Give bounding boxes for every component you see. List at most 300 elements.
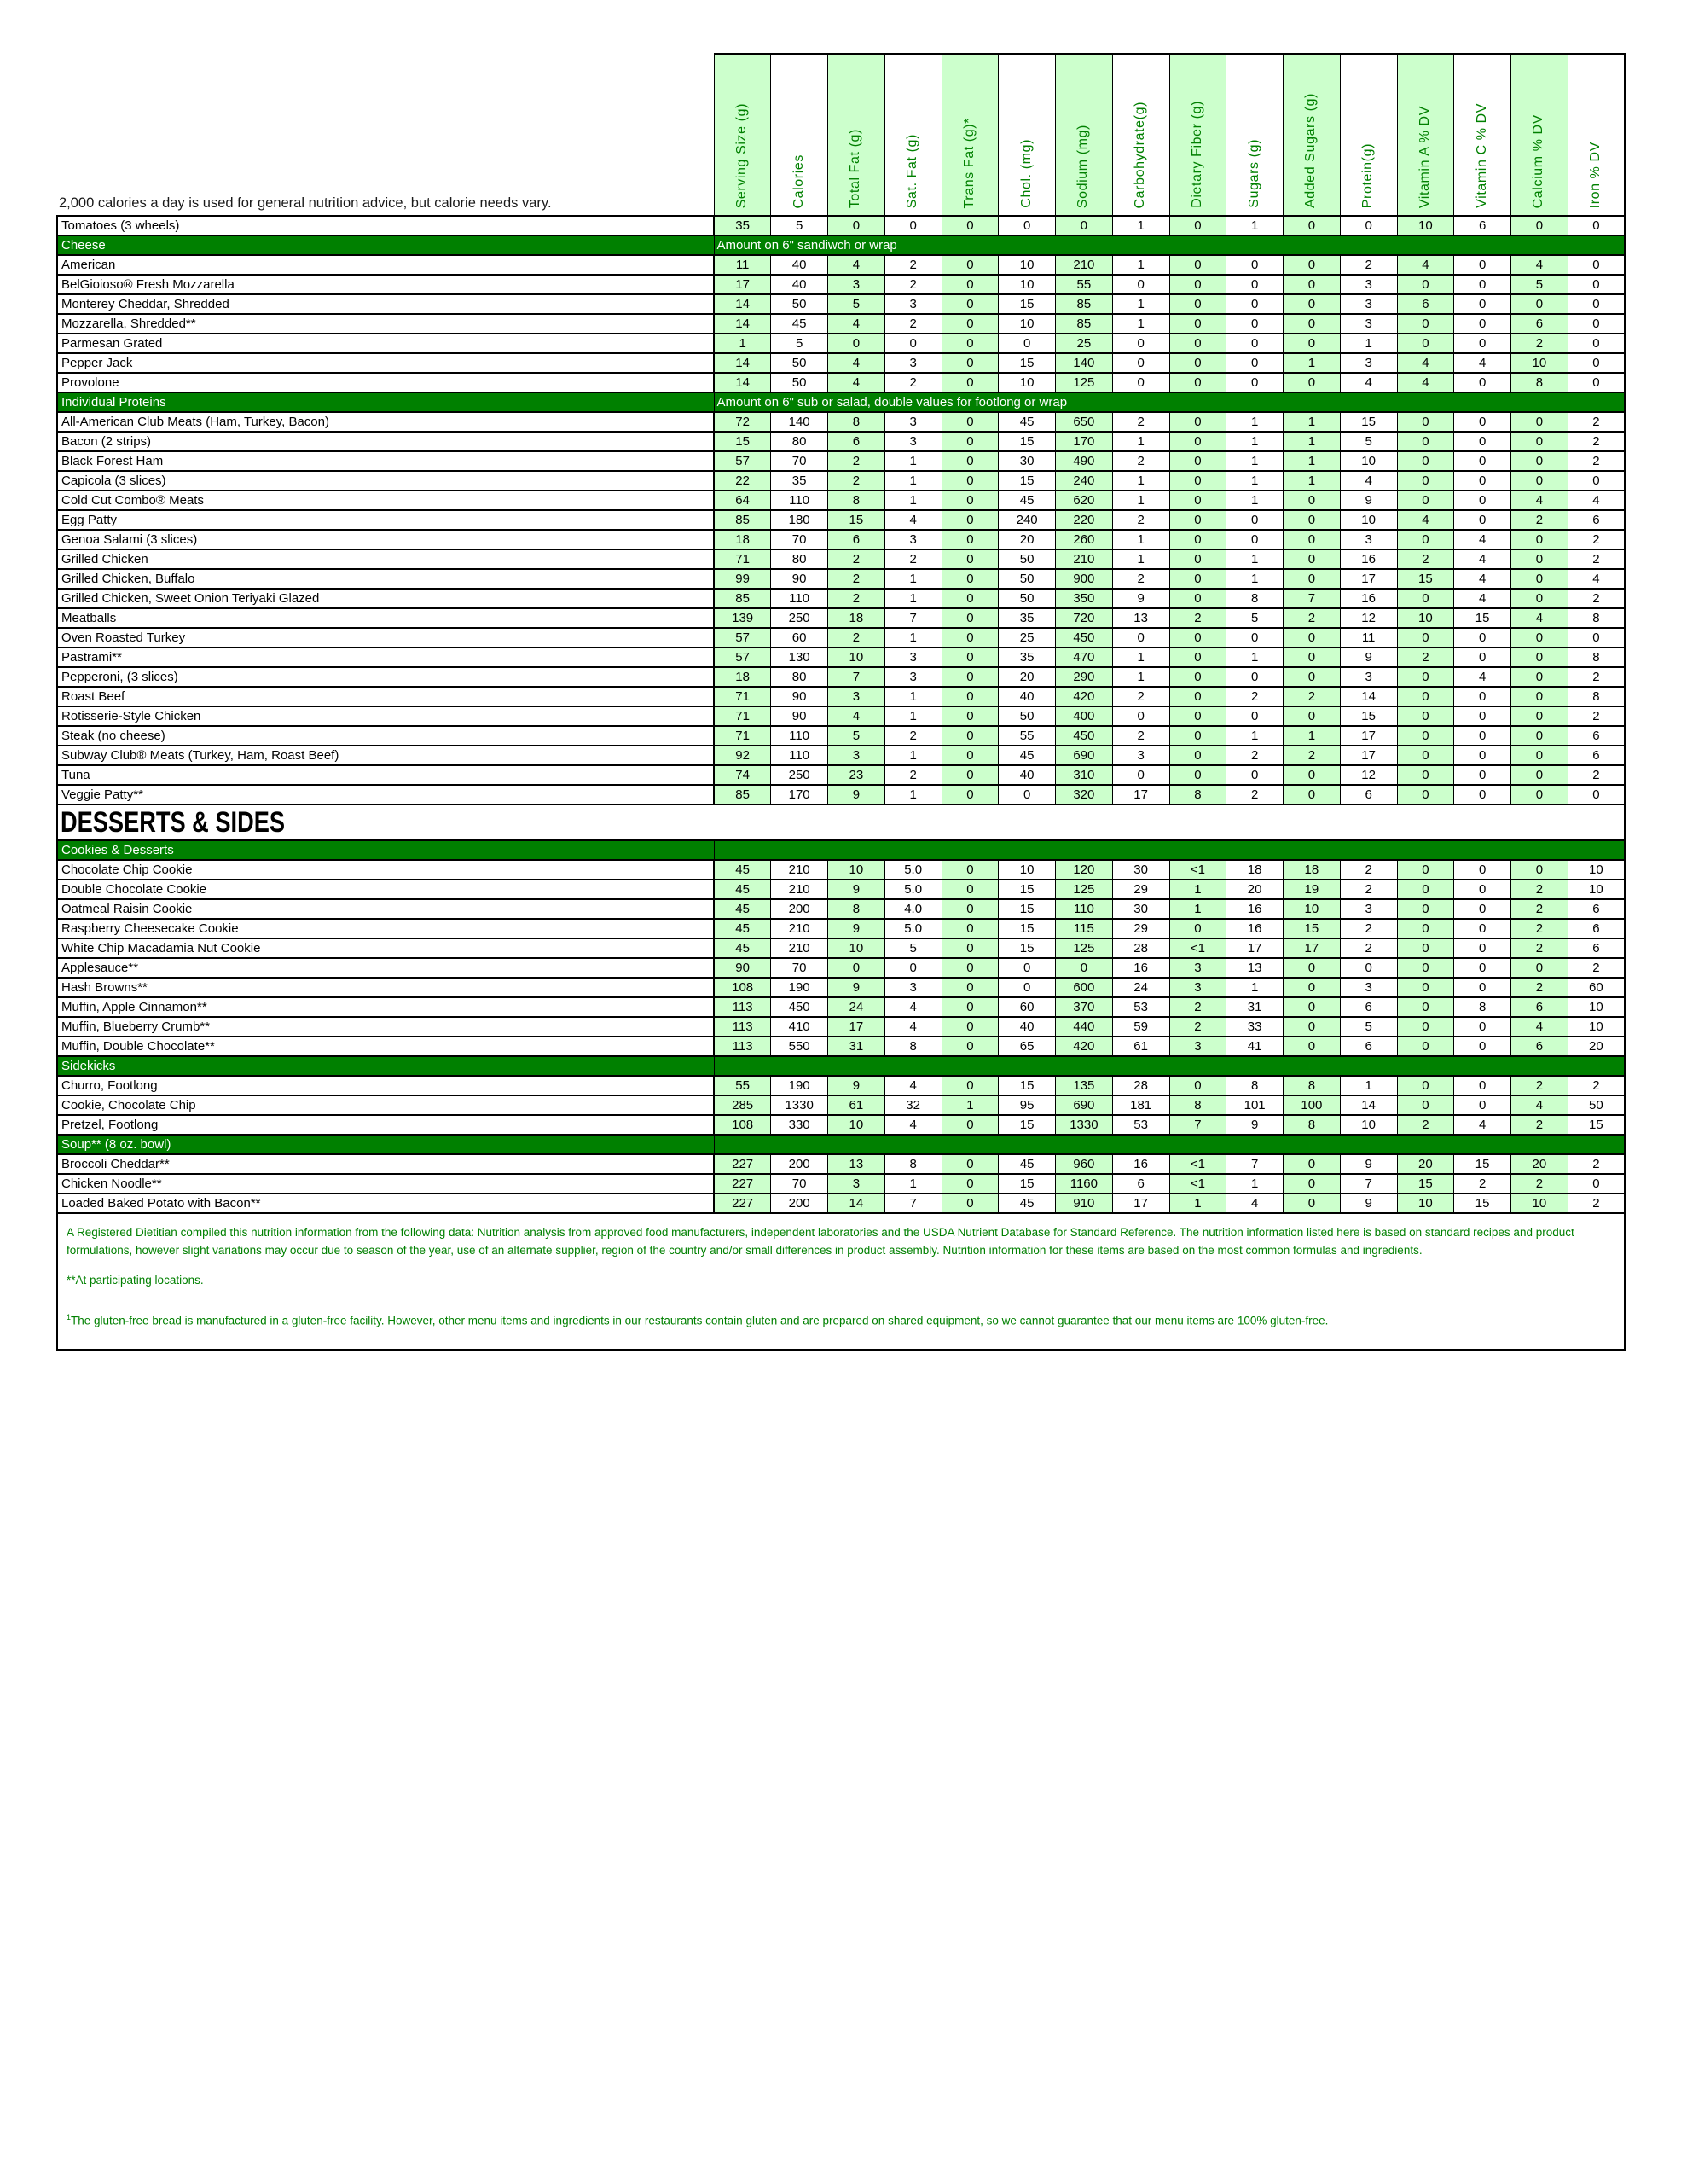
value-cell-serving-size-g: 90 xyxy=(714,958,771,978)
value-cell-carbohydrate-g: 30 xyxy=(1112,899,1169,919)
value-cell-vitamin-a-dv: 0 xyxy=(1397,1037,1454,1056)
value-cell-trans-fat-g: 0 xyxy=(942,785,999,804)
value-cell-calcium-dv: 2 xyxy=(1511,899,1568,919)
column-header-calories xyxy=(771,54,828,216)
value-cell-dietary-fiber-g: 0 xyxy=(1169,510,1226,530)
value-cell-sodium-mg: 600 xyxy=(1056,978,1113,997)
value-cell-vitamin-a-dv: 4 xyxy=(1397,353,1454,373)
value-cell-sugars-g: 0 xyxy=(1226,294,1284,314)
value-cell-iron-dv: 10 xyxy=(1568,860,1625,880)
table-row-chicken-noodle xyxy=(57,1174,1625,1194)
value-cell-protein-g: 3 xyxy=(1340,353,1397,373)
value-cell-vitamin-c-dv: 0 xyxy=(1454,1076,1511,1095)
value-cell-chol-mg: 0 xyxy=(999,334,1056,353)
value-cell-carbohydrate-g: 30 xyxy=(1112,860,1169,880)
value-cell-vitamin-a-dv: 0 xyxy=(1397,628,1454,648)
value-cell-serving-size-g: 108 xyxy=(714,978,771,997)
value-cell-sodium-mg: 400 xyxy=(1056,706,1113,726)
value-cell-sat-fat-g: 0 xyxy=(884,334,942,353)
value-cell-sugars-g: 18 xyxy=(1226,860,1284,880)
table-row-american xyxy=(57,255,1625,275)
value-cell-calcium-dv: 0 xyxy=(1511,746,1568,765)
value-cell-sugars-g: 0 xyxy=(1226,510,1284,530)
value-cell-dietary-fiber-g: 0 xyxy=(1169,491,1226,510)
table-row-pastrami xyxy=(57,648,1625,667)
value-cell-trans-fat-g: 1 xyxy=(942,1095,999,1115)
value-cell-chol-mg: 15 xyxy=(999,1115,1056,1135)
row-label: Mozzarella, Shredded** xyxy=(57,314,714,334)
value-cell-vitamin-a-dv: 0 xyxy=(1397,275,1454,294)
value-cell-carbohydrate-g: 16 xyxy=(1112,958,1169,978)
value-cell-carbohydrate-g: 13 xyxy=(1112,608,1169,628)
value-cell-sugars-g: 2 xyxy=(1226,785,1284,804)
row-label: Cookie, Chocolate Chip xyxy=(57,1095,714,1115)
value-cell-iron-dv: 2 xyxy=(1568,765,1625,785)
value-cell-trans-fat-g: 0 xyxy=(942,706,999,726)
value-cell-calories: 40 xyxy=(771,255,828,275)
value-cell-iron-dv: 2 xyxy=(1568,412,1625,432)
value-cell-serving-size-g: 57 xyxy=(714,451,771,471)
column-header-added-sugars-g xyxy=(1284,54,1341,216)
value-cell-carbohydrate-g: 1 xyxy=(1112,471,1169,491)
value-cell-dietary-fiber-g: <1 xyxy=(1169,938,1226,958)
value-cell-sat-fat-g: 3 xyxy=(884,432,942,451)
value-cell-calcium-dv: 0 xyxy=(1511,785,1568,804)
value-cell-calories: 110 xyxy=(771,746,828,765)
value-cell-calcium-dv: 4 xyxy=(1511,491,1568,510)
value-cell-calories: 90 xyxy=(771,687,828,706)
value-cell-serving-size-g: 15 xyxy=(714,432,771,451)
value-cell-vitamin-a-dv: 4 xyxy=(1397,255,1454,275)
calorie-advice-note: 2,000 calories a day is used for general nutrition advice, but calorie needs vary. xyxy=(57,54,714,216)
value-cell-sat-fat-g: 1 xyxy=(884,589,942,608)
value-cell-sodium-mg: 220 xyxy=(1056,510,1113,530)
value-cell-serving-size-g: 227 xyxy=(714,1194,771,1213)
value-cell-sugars-g: 0 xyxy=(1226,667,1284,687)
value-cell-sat-fat-g: 2 xyxy=(884,314,942,334)
value-cell-carbohydrate-g: 0 xyxy=(1112,765,1169,785)
value-cell-added-sugars-g: 0 xyxy=(1284,216,1341,235)
value-cell-protein-g: 3 xyxy=(1340,294,1397,314)
value-cell-calories: 410 xyxy=(771,1017,828,1037)
value-cell-added-sugars-g: 1 xyxy=(1284,451,1341,471)
column-header-label: Calories xyxy=(791,154,806,208)
value-cell-sat-fat-g: 1 xyxy=(884,491,942,510)
nutrition-table xyxy=(56,53,1626,1351)
value-cell-serving-size-g: 99 xyxy=(714,569,771,589)
value-cell-sugars-g: 1 xyxy=(1226,726,1284,746)
value-cell-sugars-g: 1 xyxy=(1226,1174,1284,1194)
value-cell-serving-size-g: 285 xyxy=(714,1095,771,1115)
value-cell-total-fat-g: 8 xyxy=(828,412,885,432)
value-cell-trans-fat-g: 0 xyxy=(942,687,999,706)
table-row-muffin-double-chocolate xyxy=(57,1037,1625,1056)
section-title: Sidekicks xyxy=(57,1056,714,1076)
value-cell-sodium-mg: 240 xyxy=(1056,471,1113,491)
table-row-roast-beef xyxy=(57,687,1625,706)
value-cell-trans-fat-g: 0 xyxy=(942,294,999,314)
value-cell-total-fat-g: 5 xyxy=(828,726,885,746)
value-cell-vitamin-a-dv: 0 xyxy=(1397,1017,1454,1037)
value-cell-carbohydrate-g: 1 xyxy=(1112,432,1169,451)
value-cell-protein-g: 6 xyxy=(1340,785,1397,804)
value-cell-iron-dv: 0 xyxy=(1568,334,1625,353)
value-cell-sodium-mg: 85 xyxy=(1056,294,1113,314)
value-cell-trans-fat-g: 0 xyxy=(942,938,999,958)
value-cell-calories: 60 xyxy=(771,628,828,648)
value-cell-vitamin-c-dv: 4 xyxy=(1454,353,1511,373)
row-label: Roast Beef xyxy=(57,687,714,706)
value-cell-protein-g: 17 xyxy=(1340,569,1397,589)
value-cell-serving-size-g: 1 xyxy=(714,334,771,353)
value-cell-carbohydrate-g: 0 xyxy=(1112,275,1169,294)
value-cell-dietary-fiber-g: 0 xyxy=(1169,451,1226,471)
value-cell-total-fat-g: 18 xyxy=(828,608,885,628)
value-cell-trans-fat-g: 0 xyxy=(942,334,999,353)
value-cell-iron-dv: 2 xyxy=(1568,667,1625,687)
value-cell-total-fat-g: 2 xyxy=(828,471,885,491)
value-cell-vitamin-c-dv: 0 xyxy=(1454,880,1511,899)
value-cell-calories: 180 xyxy=(771,510,828,530)
value-cell-sugars-g: 0 xyxy=(1226,373,1284,392)
value-cell-trans-fat-g: 0 xyxy=(942,1174,999,1194)
value-cell-protein-g: 9 xyxy=(1340,648,1397,667)
value-cell-calcium-dv: 0 xyxy=(1511,216,1568,235)
table-row-parmesan-grated xyxy=(57,334,1625,353)
value-cell-carbohydrate-g: 28 xyxy=(1112,1076,1169,1095)
value-cell-carbohydrate-g: 2 xyxy=(1112,451,1169,471)
value-cell-chol-mg: 60 xyxy=(999,997,1056,1017)
value-cell-vitamin-a-dv: 0 xyxy=(1397,412,1454,432)
table-row-pretzel-footlong xyxy=(57,1115,1625,1135)
value-cell-total-fat-g: 13 xyxy=(828,1154,885,1174)
value-cell-calories: 130 xyxy=(771,648,828,667)
row-label: Veggie Patty** xyxy=(57,785,714,804)
row-label: Meatballs xyxy=(57,608,714,628)
section-row-individual-proteins xyxy=(57,392,1625,412)
value-cell-calories: 80 xyxy=(771,549,828,569)
value-cell-added-sugars-g: 8 xyxy=(1284,1076,1341,1095)
value-cell-iron-dv: 6 xyxy=(1568,746,1625,765)
value-cell-carbohydrate-g: 17 xyxy=(1112,785,1169,804)
value-cell-trans-fat-g: 0 xyxy=(942,1194,999,1213)
value-cell-calcium-dv: 0 xyxy=(1511,432,1568,451)
value-cell-carbohydrate-g: 1 xyxy=(1112,491,1169,510)
value-cell-protein-g: 3 xyxy=(1340,899,1397,919)
value-cell-vitamin-c-dv: 6 xyxy=(1454,216,1511,235)
value-cell-sugars-g: 2 xyxy=(1226,746,1284,765)
value-cell-sodium-mg: 470 xyxy=(1056,648,1113,667)
table-row-bacon-2-strips xyxy=(57,432,1625,451)
value-cell-vitamin-a-dv: 0 xyxy=(1397,860,1454,880)
value-cell-calcium-dv: 0 xyxy=(1511,628,1568,648)
value-cell-iron-dv: 0 xyxy=(1568,255,1625,275)
value-cell-sodium-mg: 910 xyxy=(1056,1194,1113,1213)
row-label: Muffin, Apple Cinnamon** xyxy=(57,997,714,1017)
value-cell-protein-g: 9 xyxy=(1340,1154,1397,1174)
value-cell-vitamin-c-dv: 0 xyxy=(1454,919,1511,938)
table-header xyxy=(57,54,1625,216)
value-cell-iron-dv: 8 xyxy=(1568,648,1625,667)
value-cell-vitamin-c-dv: 4 xyxy=(1454,549,1511,569)
value-cell-vitamin-c-dv: 4 xyxy=(1454,569,1511,589)
value-cell-sat-fat-g: 1 xyxy=(884,785,942,804)
value-cell-calories: 140 xyxy=(771,412,828,432)
value-cell-serving-size-g: 72 xyxy=(714,412,771,432)
value-cell-dietary-fiber-g: 1 xyxy=(1169,899,1226,919)
value-cell-protein-g: 17 xyxy=(1340,746,1397,765)
value-cell-vitamin-a-dv: 0 xyxy=(1397,334,1454,353)
value-cell-chol-mg: 0 xyxy=(999,958,1056,978)
value-cell-vitamin-a-dv: 0 xyxy=(1397,1076,1454,1095)
value-cell-carbohydrate-g: 0 xyxy=(1112,628,1169,648)
column-header-label: Sodium (mg) xyxy=(1075,124,1091,208)
value-cell-added-sugars-g: 1 xyxy=(1284,412,1341,432)
value-cell-calcium-dv: 6 xyxy=(1511,314,1568,334)
value-cell-vitamin-c-dv: 0 xyxy=(1454,706,1511,726)
section-title: Cookies & Desserts xyxy=(57,840,714,860)
value-cell-calories: 5 xyxy=(771,216,828,235)
value-cell-dietary-fiber-g: 0 xyxy=(1169,919,1226,938)
value-cell-serving-size-g: 14 xyxy=(714,314,771,334)
value-cell-vitamin-a-dv: 0 xyxy=(1397,589,1454,608)
value-cell-serving-size-g: 71 xyxy=(714,687,771,706)
value-cell-vitamin-c-dv: 0 xyxy=(1454,255,1511,275)
value-cell-iron-dv: 6 xyxy=(1568,726,1625,746)
value-cell-sodium-mg: 135 xyxy=(1056,1076,1113,1095)
value-cell-sodium-mg: 110 xyxy=(1056,899,1113,919)
value-cell-sat-fat-g: 4 xyxy=(884,510,942,530)
value-cell-added-sugars-g: 17 xyxy=(1284,938,1341,958)
value-cell-total-fat-g: 4 xyxy=(828,706,885,726)
value-cell-serving-size-g: 45 xyxy=(714,938,771,958)
value-cell-vitamin-a-dv: 0 xyxy=(1397,706,1454,726)
value-cell-vitamin-c-dv: 15 xyxy=(1454,608,1511,628)
value-cell-sugars-g: 16 xyxy=(1226,899,1284,919)
value-cell-vitamin-c-dv: 0 xyxy=(1454,412,1511,432)
value-cell-trans-fat-g: 0 xyxy=(942,860,999,880)
value-cell-serving-size-g: 64 xyxy=(714,491,771,510)
table-row-applesauce xyxy=(57,958,1625,978)
value-cell-calcium-dv: 6 xyxy=(1511,997,1568,1017)
footnote-gluten-text: The gluten-free bread is manufactured in a gluten-free facility. However, other menu items and ingredients in our restaurants contain gluten and are prepared on shared equipment, so we cannot guarantee that our menu items are 100% gluten-free. xyxy=(71,1314,1329,1327)
value-cell-sodium-mg: 55 xyxy=(1056,275,1113,294)
value-cell-iron-dv: 6 xyxy=(1568,938,1625,958)
value-cell-serving-size-g: 18 xyxy=(714,530,771,549)
value-cell-total-fat-g: 9 xyxy=(828,919,885,938)
section-amount-note xyxy=(714,1056,1625,1076)
row-label: Grilled Chicken, Buffalo xyxy=(57,569,714,589)
value-cell-calories: 250 xyxy=(771,608,828,628)
value-cell-sugars-g: 5 xyxy=(1226,608,1284,628)
value-cell-protein-g: 14 xyxy=(1340,1095,1397,1115)
value-cell-trans-fat-g: 0 xyxy=(942,275,999,294)
column-header-label: Sugars (g) xyxy=(1246,139,1261,208)
value-cell-serving-size-g: 17 xyxy=(714,275,771,294)
value-cell-sodium-mg: 25 xyxy=(1056,334,1113,353)
value-cell-chol-mg: 95 xyxy=(999,1095,1056,1115)
value-cell-calcium-dv: 0 xyxy=(1511,648,1568,667)
value-cell-dietary-fiber-g: 0 xyxy=(1169,255,1226,275)
row-label: Black Forest Ham xyxy=(57,451,714,471)
value-cell-total-fat-g: 10 xyxy=(828,938,885,958)
value-cell-calories: 80 xyxy=(771,667,828,687)
value-cell-protein-g: 2 xyxy=(1340,938,1397,958)
value-cell-calories: 50 xyxy=(771,353,828,373)
row-label: Oven Roasted Turkey xyxy=(57,628,714,648)
value-cell-carbohydrate-g: 2 xyxy=(1112,412,1169,432)
value-cell-sugars-g: 4 xyxy=(1226,1194,1284,1213)
value-cell-sat-fat-g: 3 xyxy=(884,412,942,432)
value-cell-calcium-dv: 0 xyxy=(1511,687,1568,706)
value-cell-sat-fat-g: 1 xyxy=(884,687,942,706)
footnote-gluten-free xyxy=(67,1312,1615,1330)
value-cell-vitamin-c-dv: 0 xyxy=(1454,860,1511,880)
value-cell-calcium-dv: 20 xyxy=(1511,1154,1568,1174)
value-cell-chol-mg: 55 xyxy=(999,726,1056,746)
value-cell-sat-fat-g: 1 xyxy=(884,569,942,589)
value-cell-sat-fat-g: 3 xyxy=(884,648,942,667)
value-cell-vitamin-a-dv: 2 xyxy=(1397,549,1454,569)
value-cell-sugars-g: 1 xyxy=(1226,412,1284,432)
value-cell-added-sugars-g: 0 xyxy=(1284,1037,1341,1056)
row-label: Chocolate Chip Cookie xyxy=(57,860,714,880)
value-cell-calories: 200 xyxy=(771,1194,828,1213)
value-cell-vitamin-a-dv: 0 xyxy=(1397,471,1454,491)
column-header-chol-mg xyxy=(999,54,1056,216)
value-cell-sodium-mg: 260 xyxy=(1056,530,1113,549)
value-cell-total-fat-g: 9 xyxy=(828,785,885,804)
value-cell-vitamin-a-dv: 15 xyxy=(1397,569,1454,589)
value-cell-serving-size-g: 45 xyxy=(714,899,771,919)
value-cell-trans-fat-g: 0 xyxy=(942,451,999,471)
value-cell-added-sugars-g: 0 xyxy=(1284,958,1341,978)
value-cell-serving-size-g: 55 xyxy=(714,1076,771,1095)
value-cell-carbohydrate-g: 1 xyxy=(1112,255,1169,275)
value-cell-carbohydrate-g: 181 xyxy=(1112,1095,1169,1115)
value-cell-vitamin-a-dv: 10 xyxy=(1397,608,1454,628)
value-cell-protein-g: 14 xyxy=(1340,687,1397,706)
value-cell-sugars-g: 1 xyxy=(1226,451,1284,471)
value-cell-serving-size-g: 227 xyxy=(714,1174,771,1194)
value-cell-added-sugars-g: 0 xyxy=(1284,549,1341,569)
value-cell-calcium-dv: 10 xyxy=(1511,1194,1568,1213)
column-header-sugars-g xyxy=(1226,54,1284,216)
value-cell-sat-fat-g: 2 xyxy=(884,255,942,275)
value-cell-vitamin-c-dv: 0 xyxy=(1454,1095,1511,1115)
value-cell-vitamin-c-dv: 4 xyxy=(1454,589,1511,608)
value-cell-sat-fat-g: 0 xyxy=(884,958,942,978)
value-cell-vitamin-a-dv: 0 xyxy=(1397,978,1454,997)
value-cell-calcium-dv: 0 xyxy=(1511,589,1568,608)
value-cell-vitamin-a-dv: 4 xyxy=(1397,510,1454,530)
value-cell-chol-mg: 50 xyxy=(999,706,1056,726)
value-cell-chol-mg: 45 xyxy=(999,746,1056,765)
value-cell-carbohydrate-g: 1 xyxy=(1112,314,1169,334)
banner-cell xyxy=(57,804,1625,840)
row-label: Pepperoni, (3 slices) xyxy=(57,667,714,687)
value-cell-vitamin-c-dv: 0 xyxy=(1454,765,1511,785)
value-cell-protein-g: 15 xyxy=(1340,706,1397,726)
value-cell-sodium-mg: 440 xyxy=(1056,1017,1113,1037)
value-cell-total-fat-g: 10 xyxy=(828,860,885,880)
value-cell-iron-dv: 2 xyxy=(1568,549,1625,569)
value-cell-iron-dv: 4 xyxy=(1568,569,1625,589)
column-header-sodium-mg xyxy=(1056,54,1113,216)
value-cell-calcium-dv: 0 xyxy=(1511,451,1568,471)
value-cell-sodium-mg: 125 xyxy=(1056,880,1113,899)
value-cell-added-sugars-g: 18 xyxy=(1284,860,1341,880)
section-amount-note xyxy=(714,1135,1625,1154)
value-cell-chol-mg: 15 xyxy=(999,899,1056,919)
value-cell-vitamin-c-dv: 4 xyxy=(1454,530,1511,549)
section-amount-note: Amount on 6" sub or salad, double values for footlong or wrap xyxy=(714,392,1625,412)
table-row-belgioioso-fresh-mozzarella xyxy=(57,275,1625,294)
value-cell-sat-fat-g: 2 xyxy=(884,726,942,746)
value-cell-chol-mg: 40 xyxy=(999,687,1056,706)
value-cell-carbohydrate-g: 1 xyxy=(1112,530,1169,549)
section-title: Soup** (8 oz. bowl) xyxy=(57,1135,714,1154)
table-row-oatmeal-raisin-cookie xyxy=(57,899,1625,919)
value-cell-calories: 190 xyxy=(771,1076,828,1095)
value-cell-calcium-dv: 0 xyxy=(1511,549,1568,569)
value-cell-calcium-dv: 2 xyxy=(1511,938,1568,958)
value-cell-iron-dv: 10 xyxy=(1568,997,1625,1017)
value-cell-sodium-mg: 170 xyxy=(1056,432,1113,451)
value-cell-dietary-fiber-g: <1 xyxy=(1169,1174,1226,1194)
row-label: Raspberry Cheesecake Cookie xyxy=(57,919,714,938)
section-row-soup-8-oz-bowl xyxy=(57,1135,1625,1154)
value-cell-sugars-g: 2 xyxy=(1226,687,1284,706)
value-cell-added-sugars-g: 0 xyxy=(1284,1017,1341,1037)
value-cell-total-fat-g: 4 xyxy=(828,353,885,373)
value-cell-protein-g: 3 xyxy=(1340,275,1397,294)
value-cell-trans-fat-g: 0 xyxy=(942,880,999,899)
value-cell-sat-fat-g: 4 xyxy=(884,1017,942,1037)
value-cell-vitamin-c-dv: 0 xyxy=(1454,334,1511,353)
value-cell-added-sugars-g: 0 xyxy=(1284,314,1341,334)
value-cell-serving-size-g: 14 xyxy=(714,373,771,392)
value-cell-iron-dv: 0 xyxy=(1568,1174,1625,1194)
value-cell-added-sugars-g: 8 xyxy=(1284,1115,1341,1135)
value-cell-vitamin-c-dv: 8 xyxy=(1454,997,1511,1017)
value-cell-sugars-g: 13 xyxy=(1226,958,1284,978)
value-cell-chol-mg: 50 xyxy=(999,549,1056,569)
value-cell-sat-fat-g: 1 xyxy=(884,451,942,471)
value-cell-sugars-g: 17 xyxy=(1226,938,1284,958)
value-cell-calcium-dv: 0 xyxy=(1511,530,1568,549)
table-row-genoa-salami-3-slices xyxy=(57,530,1625,549)
value-cell-calories: 190 xyxy=(771,978,828,997)
value-cell-vitamin-a-dv: 0 xyxy=(1397,451,1454,471)
value-cell-calcium-dv: 2 xyxy=(1511,1076,1568,1095)
value-cell-trans-fat-g: 0 xyxy=(942,648,999,667)
value-cell-sugars-g: 101 xyxy=(1226,1095,1284,1115)
value-cell-chol-mg: 15 xyxy=(999,919,1056,938)
value-cell-sat-fat-g: 3 xyxy=(884,530,942,549)
value-cell-added-sugars-g: 0 xyxy=(1284,334,1341,353)
value-cell-protein-g: 10 xyxy=(1340,451,1397,471)
value-cell-added-sugars-g: 1 xyxy=(1284,353,1341,373)
section-title: Individual Proteins xyxy=(57,392,714,412)
value-cell-protein-g: 7 xyxy=(1340,1174,1397,1194)
value-cell-calcium-dv: 0 xyxy=(1511,765,1568,785)
value-cell-sat-fat-g: 32 xyxy=(884,1095,942,1115)
value-cell-calcium-dv: 8 xyxy=(1511,373,1568,392)
value-cell-carbohydrate-g: 16 xyxy=(1112,1154,1169,1174)
value-cell-chol-mg: 30 xyxy=(999,451,1056,471)
value-cell-vitamin-c-dv: 0 xyxy=(1454,785,1511,804)
